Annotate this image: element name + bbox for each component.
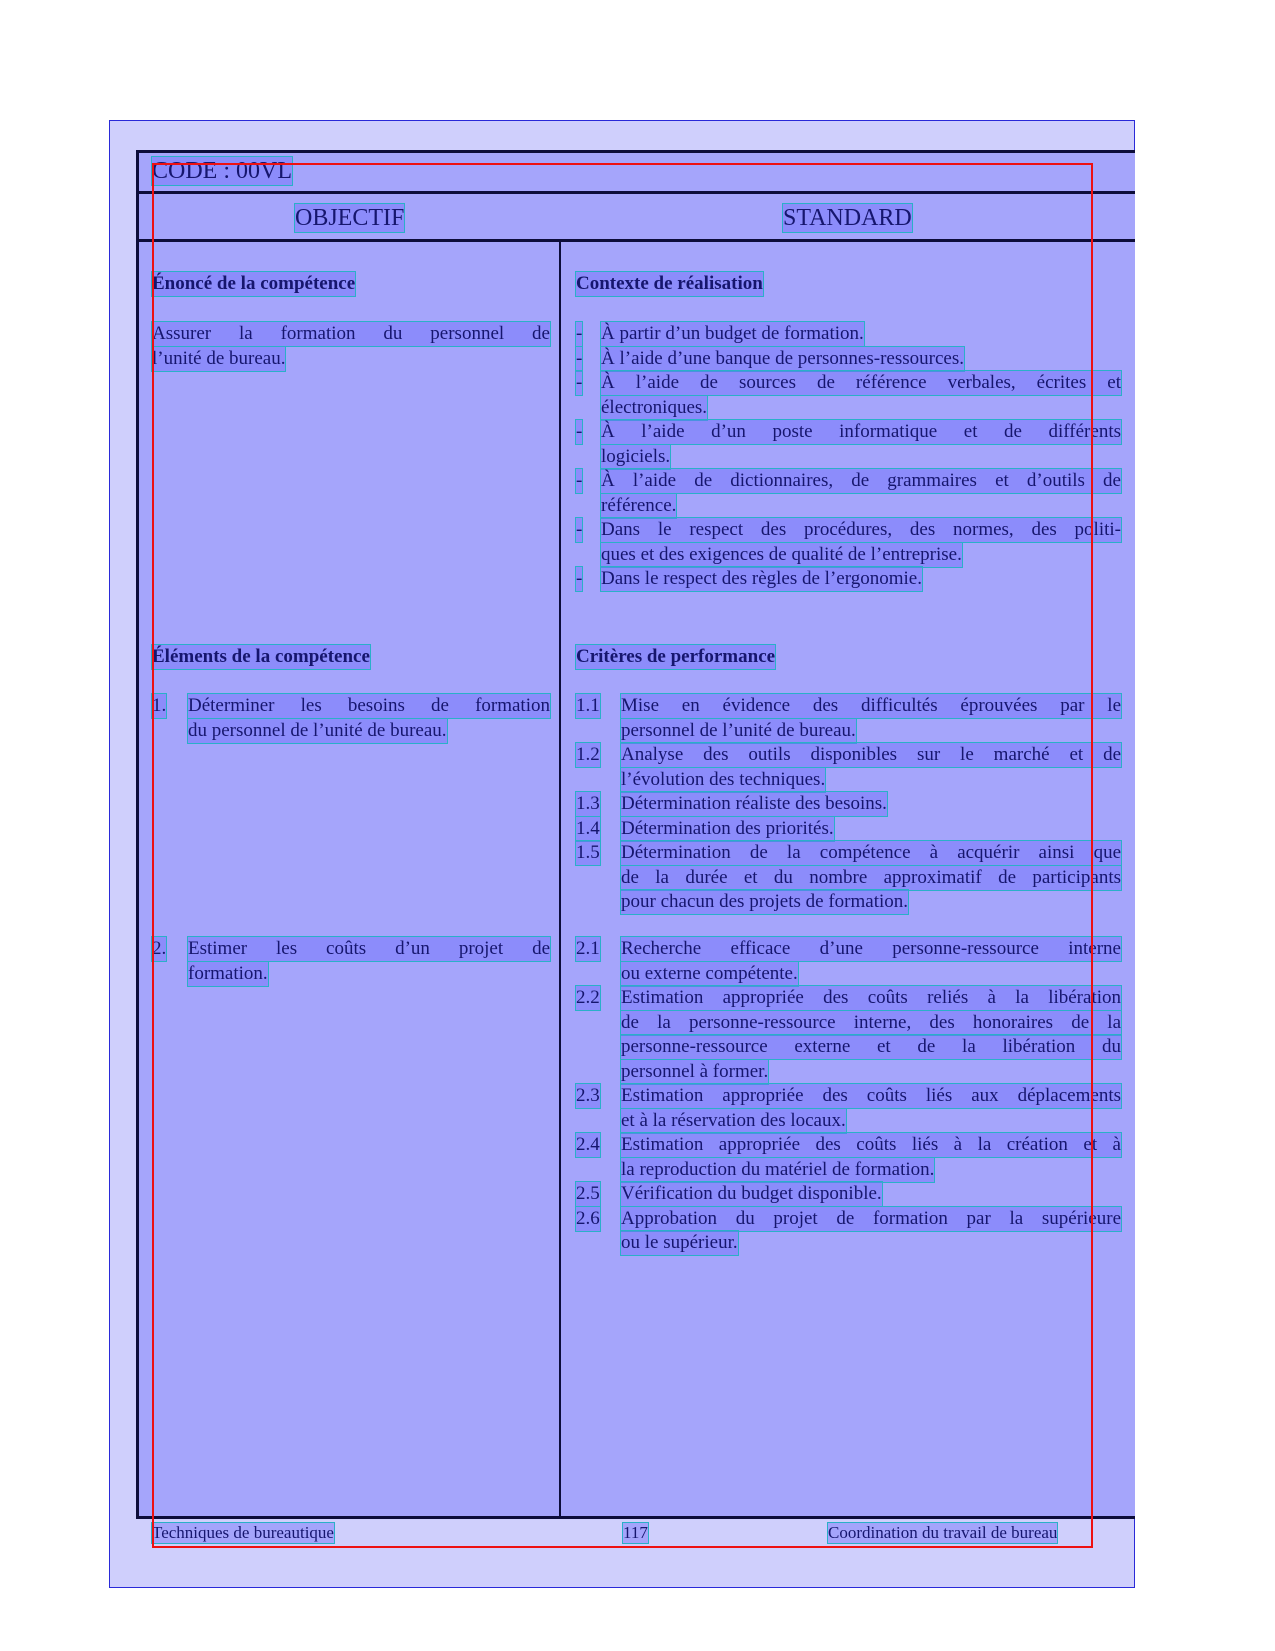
- footer-right: Coordination du travail de bureau: [828, 1523, 1058, 1542]
- element-line: formation.: [188, 962, 268, 984]
- contexte-title: Contexte de réalisation: [576, 273, 763, 294]
- contexte-line: Dans le respect des règles de l’ergonomie.: [601, 568, 922, 589]
- critere-number: 2.2: [576, 987, 600, 1008]
- footer-left: Techniques de bureautique: [152, 1523, 334, 1542]
- contexte-bullet: -: [576, 519, 583, 540]
- element-line: du personnel de l’unité de bureau.: [188, 719, 447, 741]
- contexte-line: électroniques.: [601, 396, 708, 418]
- enonce-line: Assurer la formation du personnel de: [152, 323, 550, 344]
- critere-line: et à la réservation des locaux.: [621, 1109, 846, 1131]
- critere-line: Approbation du projet de formation par la supérieure: [621, 1207, 1121, 1229]
- critere-line: ou le supérieur.: [621, 1232, 738, 1253]
- contexte-line: référence.: [601, 494, 677, 516]
- critere-line: Détermination des priorités.: [621, 817, 834, 839]
- critere-number: 1.2: [576, 744, 600, 765]
- critere-line: Vérification du budget disponible.: [621, 1183, 882, 1204]
- element-line: Déterminer les besoins de formation: [188, 695, 550, 716]
- contexte-line: ques et des exigences de qualité de l’entreprise.: [601, 543, 962, 565]
- code-label: CODE : 00VL: [152, 158, 292, 184]
- enonce-title: Énoncé de la compétence: [152, 273, 356, 294]
- critere-line: pour chacun des projets de formation.: [621, 891, 909, 912]
- contexte-line: Dans le respect des procédures, des normes, des politi-: [601, 519, 1121, 540]
- contexte-bullet: -: [576, 568, 583, 589]
- critere-line: Estimation appropriée des coûts reliés à la libération: [621, 987, 1121, 1008]
- contexte-bullet: -: [576, 421, 583, 442]
- contexte-line: À l’aide de sources de référence verbales, écrites et: [601, 372, 1121, 393]
- critere-line: personnel à former.: [621, 1060, 769, 1082]
- critere-number: 1.3: [576, 793, 600, 814]
- critere-line: Estimation appropriée des coûts liés aux déplacements: [621, 1085, 1121, 1106]
- critere-number: 2.4: [576, 1134, 600, 1155]
- critere-number: 2.5: [576, 1183, 600, 1204]
- critere-line: de la durée et du nombre approximatif de participants: [621, 866, 1121, 888]
- critere-line: personne-ressource externe et de la libération du: [621, 1036, 1121, 1057]
- contexte-line: À partir d’un budget de formation.: [601, 323, 864, 344]
- contexte-line: À l’aide de dictionnaires, de grammaires et d’outils de: [601, 470, 1121, 491]
- critere-line: de la personne-ressource interne, des honoraires de la: [621, 1011, 1121, 1033]
- critere-number: 2.3: [576, 1085, 600, 1106]
- critere-line: la reproduction du matériel de formation.: [621, 1158, 935, 1180]
- element-number: 2.: [152, 938, 167, 959]
- critere-line: Recherche efficace d’une personne-ressource interne: [621, 938, 1121, 959]
- code-row-divider: [139, 191, 1135, 194]
- critere-number: 2.1: [576, 938, 600, 959]
- critere-line: Détermination de la compétence à acquérir ainsi que: [621, 842, 1121, 863]
- header-row-divider: [139, 239, 1135, 242]
- contexte-bullet: -: [576, 323, 583, 344]
- contexte-line: logiciels.: [601, 445, 671, 467]
- critere-number: 1.4: [576, 817, 600, 839]
- critere-number: 1.1: [576, 695, 600, 716]
- element-number: 1.: [152, 695, 167, 716]
- column-header-objectif: OBJECTIF: [295, 205, 405, 231]
- critere-line: Estimation appropriée des coûts liés à la création et à: [621, 1134, 1121, 1155]
- column-header-standard: STANDARD: [783, 205, 912, 231]
- elements-title: Éléments de la compétence: [152, 646, 370, 667]
- contexte-line: À l’aide d’un poste informatique et de différents: [601, 421, 1121, 442]
- critere-number: 2.6: [576, 1207, 600, 1229]
- element-line: Estimer les coûts d’un projet de: [188, 938, 550, 959]
- critere-line: personnel de l’unité de bureau.: [621, 719, 856, 741]
- critere-line: Analyse des outils disponibles sur le marché et de: [621, 744, 1121, 765]
- contexte-bullet: -: [576, 347, 583, 369]
- contexte-bullet: -: [576, 470, 583, 491]
- column-divider: [559, 242, 561, 1516]
- criteres-title: Critères de performance: [576, 646, 776, 667]
- contexte-bullet: -: [576, 372, 583, 393]
- enonce-line: l’unité de bureau.: [152, 347, 286, 369]
- critere-line: Détermination réaliste des besoins.: [621, 793, 887, 814]
- critere-line: ou externe compétente.: [621, 962, 798, 984]
- critere-line: l’évolution des techniques.: [621, 768, 826, 790]
- critere-line: Mise en évidence des difficultés éprouvées par le: [621, 695, 1121, 716]
- critere-number: 1.5: [576, 842, 600, 863]
- footer-page-number: 117: [623, 1523, 648, 1542]
- contexte-line: À l’aide d’une banque de personnes-ressources.: [601, 347, 964, 369]
